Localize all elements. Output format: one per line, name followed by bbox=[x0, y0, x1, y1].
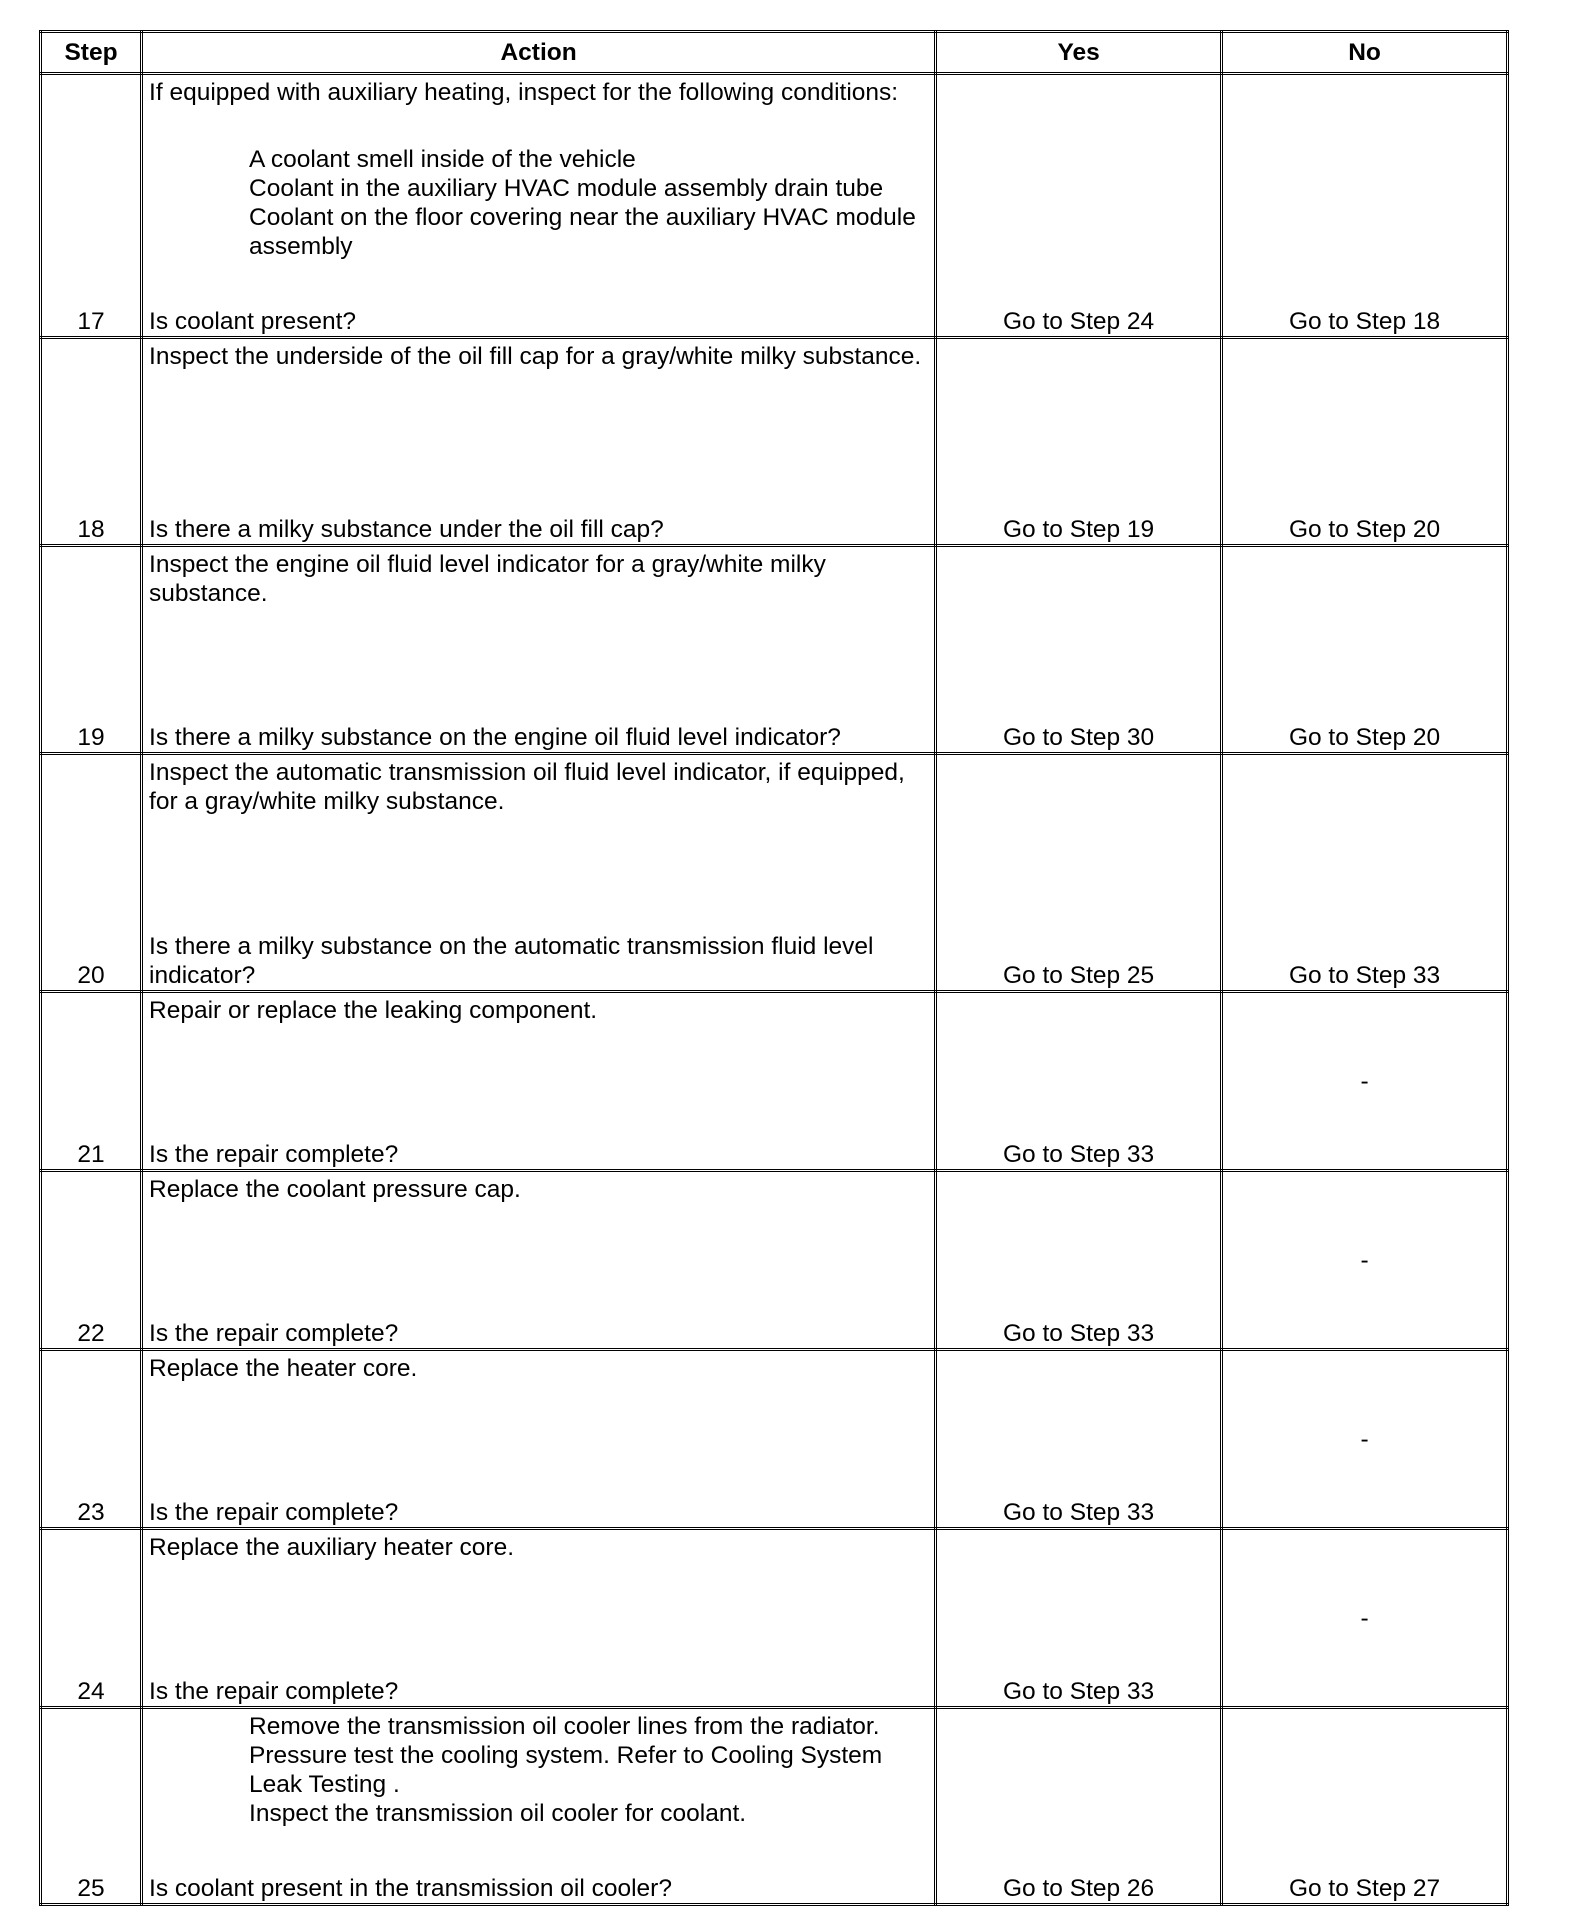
list-item: Inspect the transmission oil cooler for coolant. bbox=[249, 1800, 747, 1827]
table-row-step-21 bbox=[41, 992, 1508, 1171]
action-cell bbox=[142, 74, 936, 338]
step-number: 24 bbox=[41, 1529, 142, 1708]
list-item: Coolant on the floor covering near the auxiliary HVAC module assembly bbox=[249, 204, 916, 260]
yes-result: Go to Step 33 bbox=[936, 1171, 1222, 1350]
list-item: Remove the transmission oil cooler lines from the radiator. bbox=[249, 1713, 880, 1740]
table-row-step-24 bbox=[41, 1529, 1508, 1708]
action-question: Is the repair complete? bbox=[149, 1320, 399, 1347]
table-row-step-23 bbox=[41, 1350, 1508, 1529]
yes-result: Go to Step 24 bbox=[936, 74, 1222, 338]
yes-result: Go to Step 25 bbox=[936, 754, 1222, 992]
list-item: Coolant in the auxiliary HVAC module assembly drain tube bbox=[249, 175, 884, 202]
action-text: Inspect the automatic transmission oil fluid level indicator, if equipped, for a gray/white milky substance. bbox=[149, 759, 905, 815]
action-text: Replace the coolant pressure cap. bbox=[149, 1176, 521, 1203]
action-cell bbox=[142, 992, 936, 1171]
no-result: Go to Step 20 bbox=[1222, 338, 1508, 546]
list-item: A coolant smell inside of the vehicle bbox=[249, 146, 636, 173]
yes-result: Go to Step 19 bbox=[936, 338, 1222, 546]
no-result: - bbox=[1222, 1529, 1508, 1708]
header-yes: Yes bbox=[936, 32, 1222, 74]
header-step: Step bbox=[41, 32, 142, 74]
diagnostic-table bbox=[39, 30, 1509, 1906]
yes-result: Go to Step 33 bbox=[936, 992, 1222, 1171]
yes-result: Go to Step 26 bbox=[936, 1708, 1222, 1905]
step-number: 25 bbox=[41, 1708, 142, 1905]
step-number: 19 bbox=[41, 546, 142, 754]
yes-result: Go to Step 33 bbox=[936, 1529, 1222, 1708]
header-no: No bbox=[1222, 32, 1508, 74]
step-number: 17 bbox=[41, 74, 142, 338]
action-question: Is there a milky substance on the automatic transmission fluid level indicator? bbox=[149, 933, 874, 989]
table-row-step-19 bbox=[41, 546, 1508, 754]
action-text: Replace the auxiliary heater core. bbox=[149, 1534, 515, 1561]
table-row-step-22 bbox=[41, 1171, 1508, 1350]
action-cell bbox=[142, 1529, 936, 1708]
no-result: - bbox=[1222, 992, 1508, 1171]
header-action: Action bbox=[142, 32, 936, 74]
action-intro: If equipped with auxiliary heating, inspect for the following conditions: bbox=[149, 79, 899, 106]
step-number: 20 bbox=[41, 754, 142, 992]
no-result: - bbox=[1222, 1350, 1508, 1529]
action-text: Inspect the engine oil fluid level indicator for a gray/white milky substance. bbox=[149, 551, 826, 607]
action-text: Replace the heater core. bbox=[149, 1355, 418, 1382]
action-question: Is there a milky substance on the engine oil fluid level indicator? bbox=[149, 724, 841, 751]
no-result: - bbox=[1222, 1171, 1508, 1350]
table-row-step-20 bbox=[41, 754, 1508, 992]
no-result: Go to Step 20 bbox=[1222, 546, 1508, 754]
table-row-step-17 bbox=[41, 74, 1508, 338]
no-result: Go to Step 33 bbox=[1222, 754, 1508, 992]
yes-result: Go to Step 30 bbox=[936, 546, 1222, 754]
action-text: Repair or replace the leaking component. bbox=[149, 997, 598, 1024]
step-number: 18 bbox=[41, 338, 142, 546]
step-number: 21 bbox=[41, 992, 142, 1171]
action-cell bbox=[142, 1171, 936, 1350]
step-number: 22 bbox=[41, 1171, 142, 1350]
action-question: Is the repair complete? bbox=[149, 1678, 399, 1705]
list-item: Pressure test the cooling system. Refer to Cooling System Leak Testing . bbox=[249, 1742, 883, 1798]
yes-result: Go to Step 33 bbox=[936, 1350, 1222, 1529]
table-row-step-25 bbox=[41, 1708, 1508, 1905]
table-row-step-18 bbox=[41, 338, 1508, 546]
action-cell bbox=[142, 1350, 936, 1529]
no-result: Go to Step 27 bbox=[1222, 1708, 1508, 1905]
action-question: Is the repair complete? bbox=[149, 1499, 399, 1526]
action-question: Is there a milky substance under the oil fill cap? bbox=[149, 516, 664, 543]
action-question: Is coolant present? bbox=[149, 308, 357, 335]
action-cell bbox=[142, 754, 936, 992]
step-number: 23 bbox=[41, 1350, 142, 1529]
instruction-list bbox=[149, 1712, 928, 1828]
action-question: Is the repair complete? bbox=[149, 1141, 399, 1168]
no-result: Go to Step 18 bbox=[1222, 74, 1508, 338]
action-text: Inspect the underside of the oil fill cap for a gray/white milky substance. bbox=[149, 343, 922, 370]
table-header-row bbox=[41, 32, 1508, 74]
action-cell bbox=[142, 338, 936, 546]
action-cell bbox=[142, 1708, 936, 1905]
action-cell bbox=[142, 546, 936, 754]
condition-list bbox=[149, 145, 928, 261]
action-question: Is coolant present in the transmission oil cooler? bbox=[149, 1875, 672, 1902]
